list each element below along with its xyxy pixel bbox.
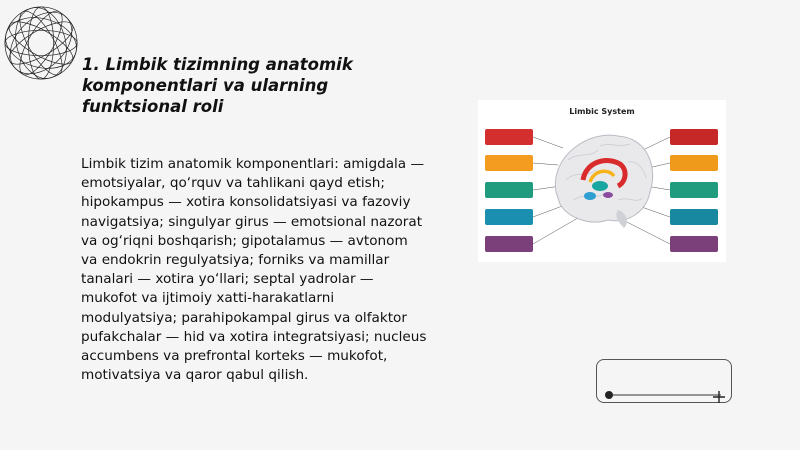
left-label-box-4 xyxy=(485,209,533,225)
media-player[interactable] xyxy=(596,359,732,403)
figure-title: Limbic System xyxy=(569,107,635,116)
left-label-box-5 xyxy=(485,236,533,252)
play-icon[interactable] xyxy=(605,391,613,399)
right-label-box-3 xyxy=(670,182,718,198)
right-label-box-2 xyxy=(670,155,718,171)
slide-body-text: Limbik tizim anatomik komponentlari: amigdala — emotsiyalar, qo‘rquv va tahlikani qayd etish; hipokampus — xotira konsolidatsiyasi va fazoviy navigatsiya; singulyar girus — emotsional nazorat va og‘riqni boshqarish; gipotalamus — avtonom va endokrin regulyatsiya; forniks va mamillar tanalari — xotira yo‘llari; septal yadrolar — mukofot va ijtimoiy xatti-harakatlarni modulyatsiya; parahipokampal girus va olfaktor pufakchalar — hid va xotira integratsiyasi; nucleus accumbens va prefrontal korteks — mukofot, motivatsiya va qaror qabul qilish. xyxy=(81,156,427,384)
media-player-controls xyxy=(597,360,731,402)
right-label-box-4 xyxy=(670,209,718,225)
left-label-box-3 xyxy=(485,182,533,198)
right-label-box-5 xyxy=(670,236,718,252)
left-label-box-2 xyxy=(485,155,533,171)
limbic-system-figure xyxy=(478,100,726,262)
volume-icon[interactable] xyxy=(713,388,725,400)
slide-title: 1. Limbik tizimning anatomik komponentlari va ularning funktsional roli xyxy=(82,55,353,116)
geometric-circle-ornament xyxy=(2,2,80,84)
left-label-box-1 xyxy=(485,129,533,145)
right-label-box-1 xyxy=(670,129,718,145)
